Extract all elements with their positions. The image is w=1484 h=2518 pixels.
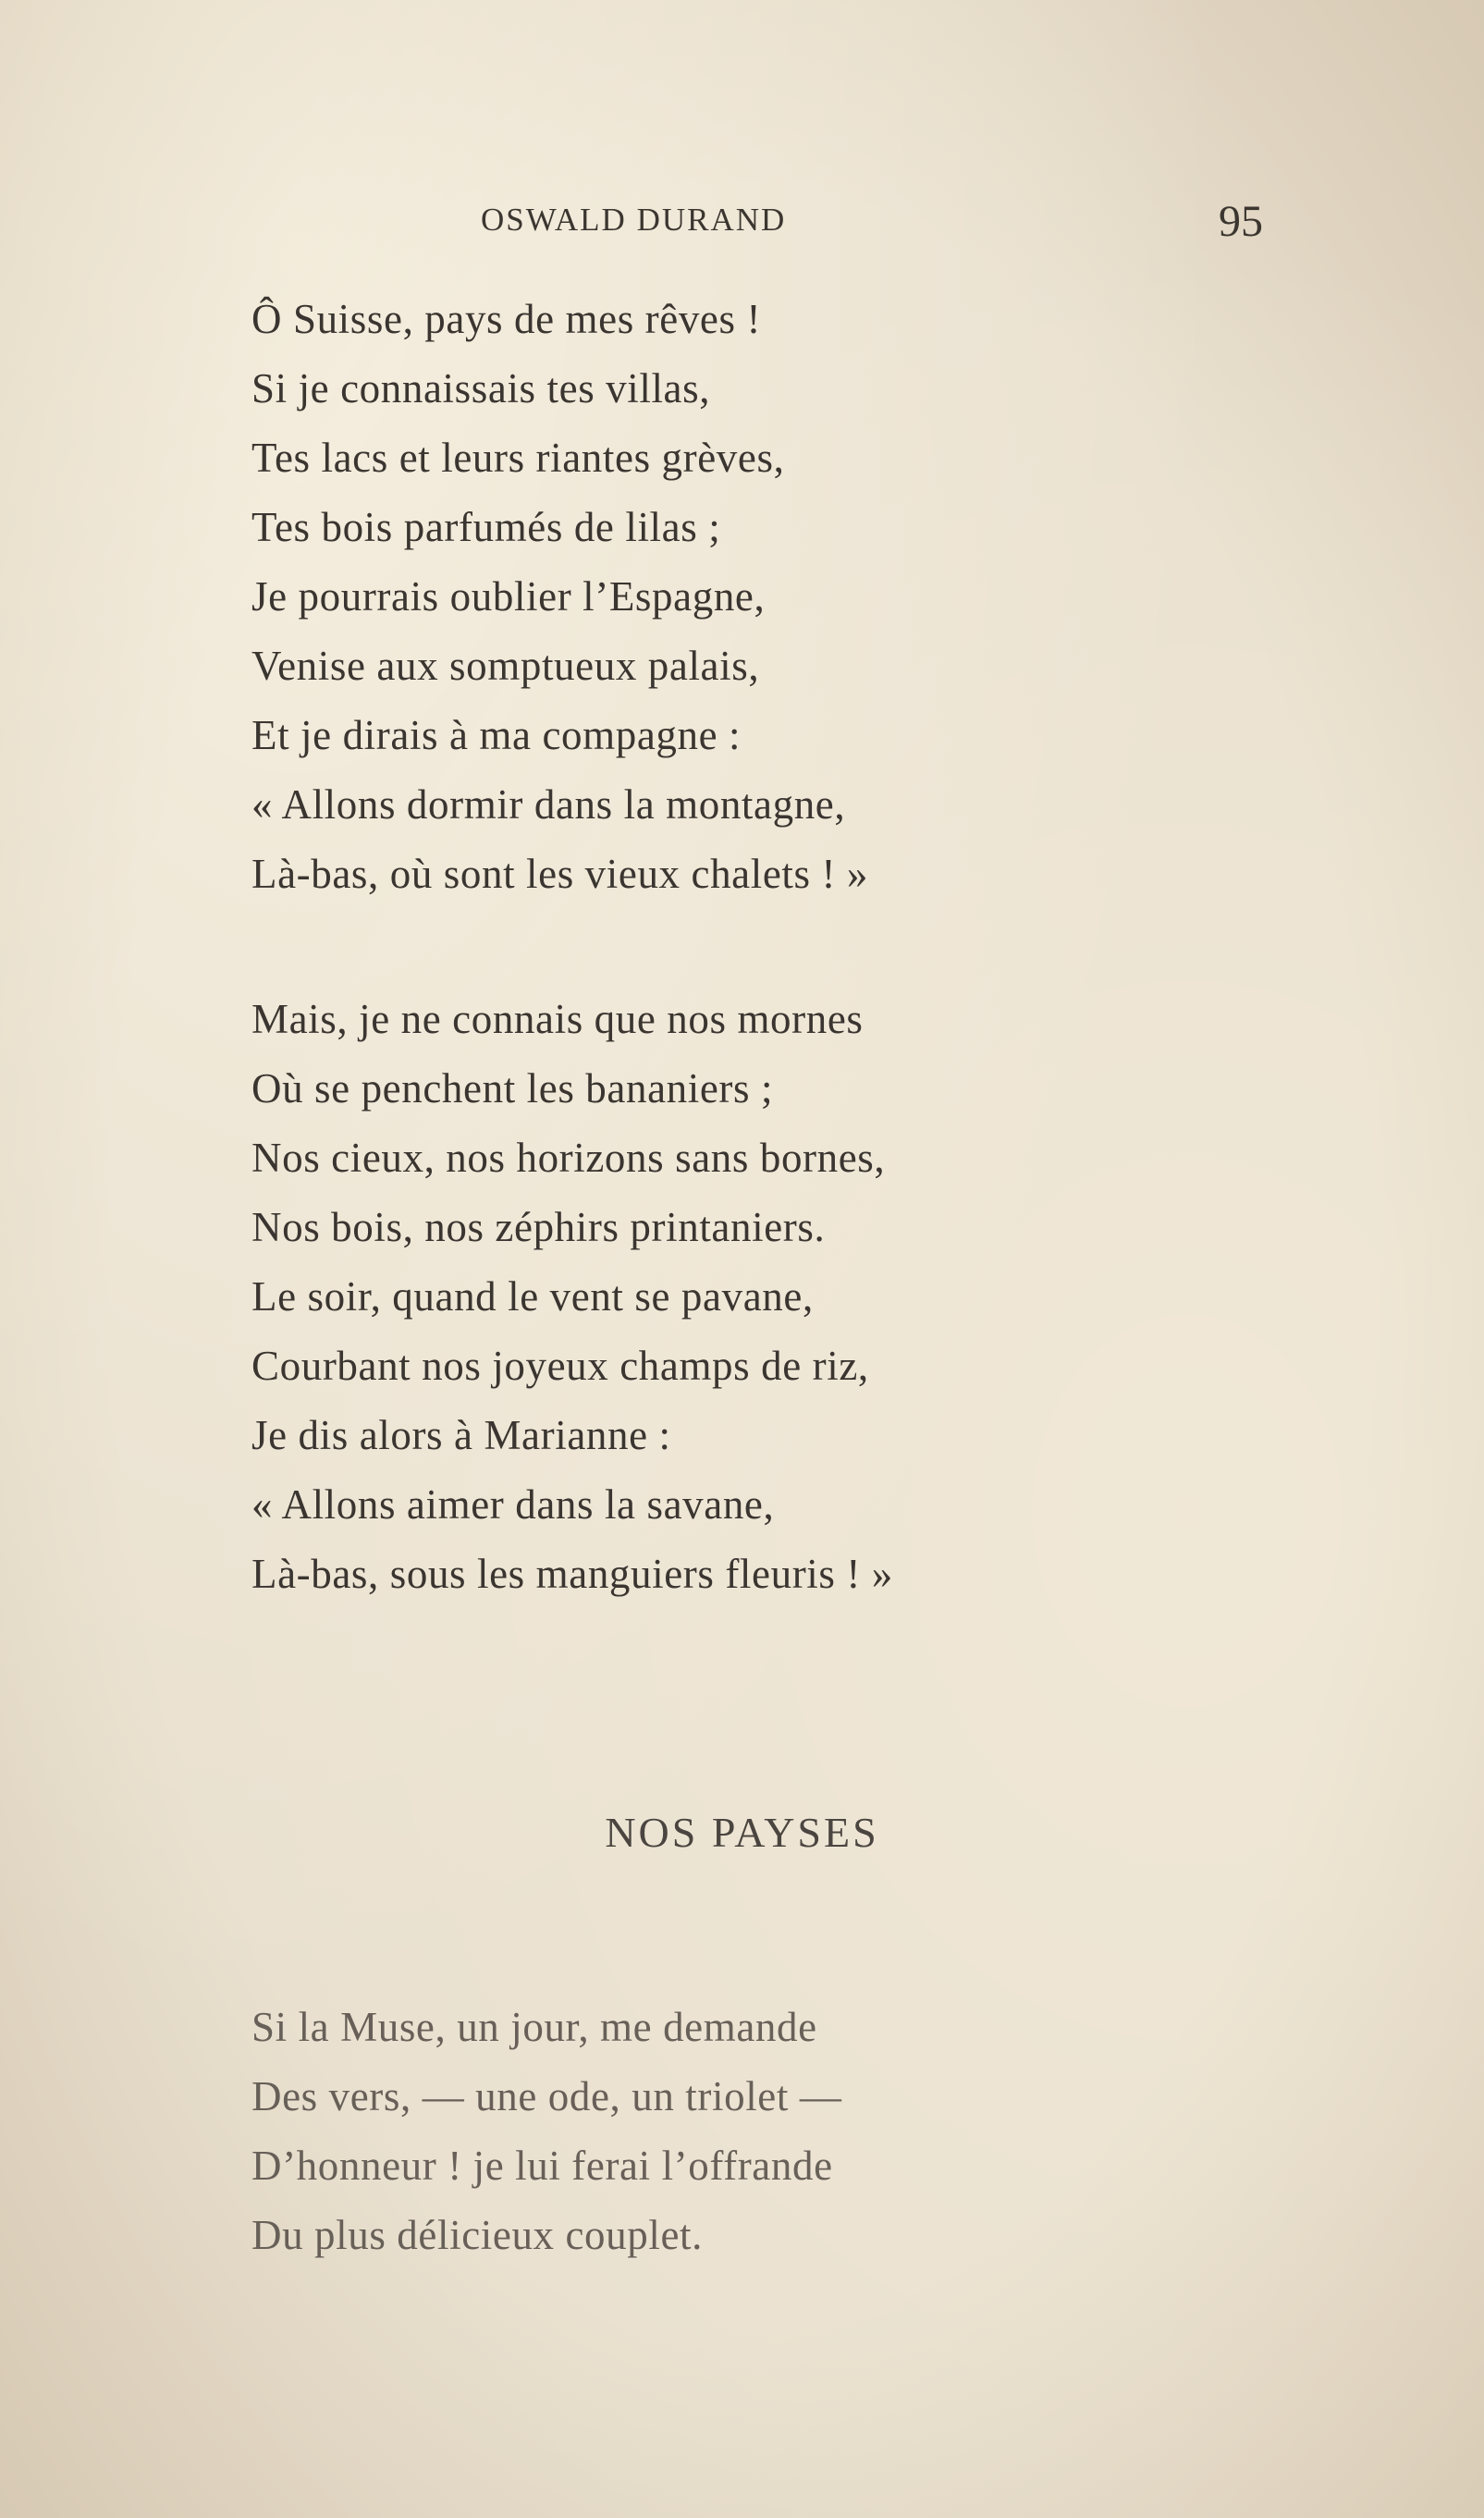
verse-line: Là-bas, où sont les vieux chalets ! » [251, 851, 869, 897]
poem-title: NOS PAYSES [605, 1809, 879, 1856]
verse-line: Courbant nos joyeux champs de riz, [251, 1343, 869, 1389]
verse-line: Ô Suisse, pays de mes rêves ! [251, 296, 762, 342]
verse-line: « Allons dormir dans la montagne, [251, 781, 846, 828]
verse-line: Des vers, — une ode, un triolet — [251, 2073, 842, 2119]
verse-line: Tes bois parfumés de lilas ; [251, 504, 721, 550]
verse-line: Le soir, quand le vent se pavane, [251, 1273, 814, 1320]
verse-line: Venise aux somptueux palais, [251, 643, 760, 689]
verse-line: Où se penchent les bananiers ; [251, 1065, 774, 1112]
page-number: 95 [1219, 197, 1263, 246]
running-title: OSWALD DURAND [481, 202, 787, 238]
running-head [0, 196, 1484, 246]
verse-line: D’honneur ! je lui ferai l’offrande [251, 2143, 833, 2189]
verse-line: Nos cieux, nos horizons sans bornes, [251, 1135, 886, 1181]
verse-line: Je dis alors à Marianne : [251, 1412, 671, 1458]
verse-line: Tes lacs et leurs riantes grèves, [251, 435, 785, 481]
verse-line: Si la Muse, un jour, me demande [251, 2004, 817, 2050]
verse-line: Nos bois, nos zéphirs printaniers. [251, 1204, 826, 1250]
verse-line: Du plus délicieux couplet. [251, 2212, 703, 2258]
verse-line: « Allons aimer dans la savane, [251, 1481, 775, 1528]
poem-stanza-1 [251, 285, 868, 909]
verse-line: Mais, je ne connais que nos mornes [251, 996, 864, 1042]
verse-line: Si je connaissais tes villas, [251, 365, 711, 411]
verse-line: Là-bas, sous les manguiers fleuris ! » [251, 1551, 893, 1597]
poem-stanza-3 [251, 1993, 841, 2270]
poem-stanza-2 [251, 985, 893, 1609]
verse-line: Je pourrais oublier l’Espagne, [251, 573, 766, 620]
verse-line: Et je dirais à ma compagne : [251, 712, 742, 758]
